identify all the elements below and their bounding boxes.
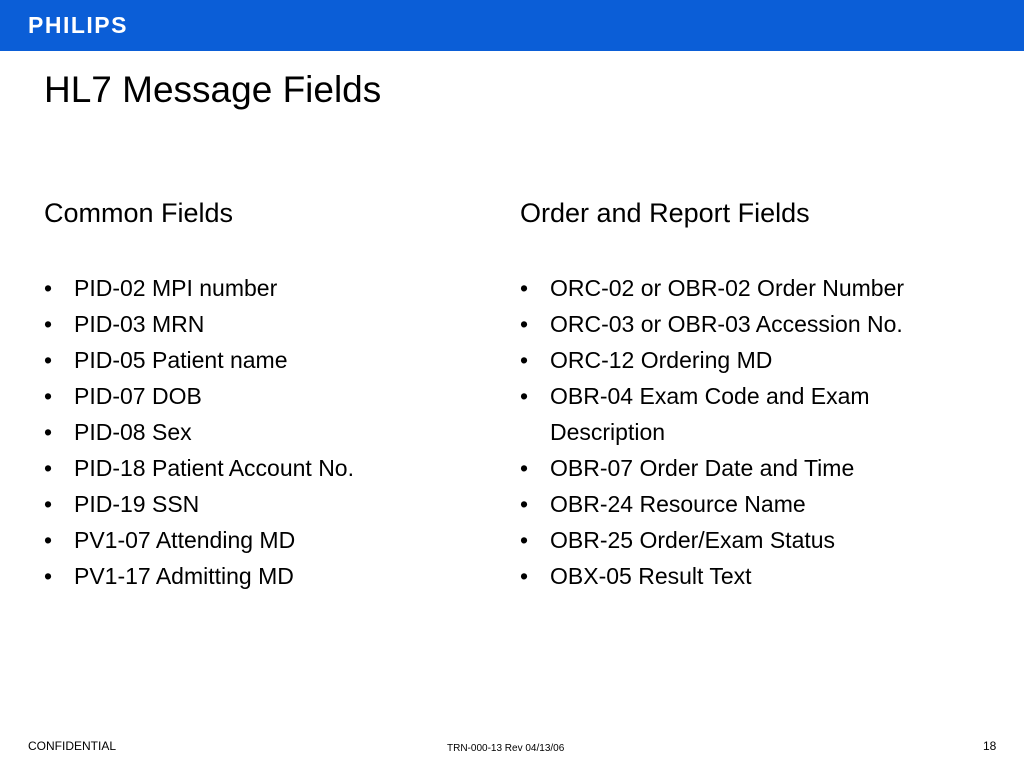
list-item — [520, 450, 960, 486]
list-item — [520, 486, 960, 522]
header-bar — [0, 0, 1024, 51]
bullet-icon: • — [44, 311, 53, 337]
list-item — [520, 306, 960, 342]
list-item — [520, 558, 960, 594]
list-item-text: ORC-02 or OBR-02 Order Number — [550, 275, 905, 301]
list-item — [44, 522, 484, 558]
list-item — [520, 342, 960, 378]
list-item — [44, 450, 484, 486]
page-number: 18 — [983, 739, 997, 753]
list-item — [520, 378, 960, 450]
bullet-icon: • — [44, 275, 53, 301]
bullet-icon: • — [520, 311, 529, 337]
list-item-text: PID-19 SSN — [74, 491, 200, 517]
bullet-icon: • — [520, 383, 529, 409]
list-item-text: OBR-25 Order/Exam Status — [550, 527, 836, 553]
bullet-icon: • — [520, 275, 529, 301]
bullet-icon: • — [44, 383, 53, 409]
list-item — [44, 342, 484, 378]
list-item-text: PID-07 DOB — [74, 383, 202, 409]
list-item-text: OBR-04 Exam Code and Exam Description — [550, 383, 870, 445]
bullet-icon: • — [44, 419, 53, 445]
list-item — [44, 414, 484, 450]
list-item-text: OBR-24 Resource Name — [550, 491, 806, 517]
common-fields-heading: Common Fields — [44, 198, 234, 228]
list-item — [44, 486, 484, 522]
list-item — [44, 306, 484, 342]
list-item-text: PV1-07 Attending MD — [74, 527, 296, 553]
list-item-text: OBX-05 Result Text — [550, 563, 752, 589]
list-item-text: ORC-03 or OBR-03 Accession No. — [550, 311, 903, 337]
bullet-icon: • — [520, 347, 529, 373]
bullet-icon: • — [44, 455, 53, 481]
list-item-text: OBR-07 Order Date and Time — [550, 455, 855, 481]
order-report-fields-column — [520, 196, 960, 594]
list-item-text: PID-03 MRN — [74, 311, 205, 337]
list-item — [44, 558, 484, 594]
list-item-text: PID-08 Sex — [74, 419, 192, 445]
order-report-fields-list — [520, 270, 960, 594]
common-fields-list — [44, 270, 484, 594]
common-fields-column — [44, 196, 484, 594]
bullet-icon: • — [44, 347, 53, 373]
document-id: TRN-000-13 Rev 04/13/06 — [447, 743, 565, 754]
list-item-text: PV1-17 Admitting MD — [74, 563, 294, 589]
bullet-icon: • — [520, 563, 529, 589]
bullet-icon: • — [44, 563, 53, 589]
list-item — [520, 270, 960, 306]
philips-logo: PHILIPS — [28, 12, 128, 38]
list-item — [44, 378, 484, 414]
order-report-fields-heading: Order and Report Fields — [520, 198, 810, 228]
list-item — [520, 522, 960, 558]
confidential-label: CONFIDENTIAL — [28, 739, 117, 753]
bullet-icon: • — [520, 491, 529, 517]
bullet-icon: • — [520, 455, 529, 481]
list-item — [44, 270, 484, 306]
list-item-text: PID-02 MPI number — [74, 275, 278, 301]
bullet-icon: • — [520, 527, 529, 553]
list-item-text: PID-18 Patient Account No. — [74, 455, 354, 481]
slide-title: HL7 Message Fields — [44, 69, 382, 110]
list-item-text: PID-05 Patient name — [74, 347, 288, 373]
list-item-text: ORC-12 Ordering MD — [550, 347, 773, 373]
bullet-icon: • — [44, 491, 53, 517]
bullet-icon: • — [44, 527, 53, 553]
